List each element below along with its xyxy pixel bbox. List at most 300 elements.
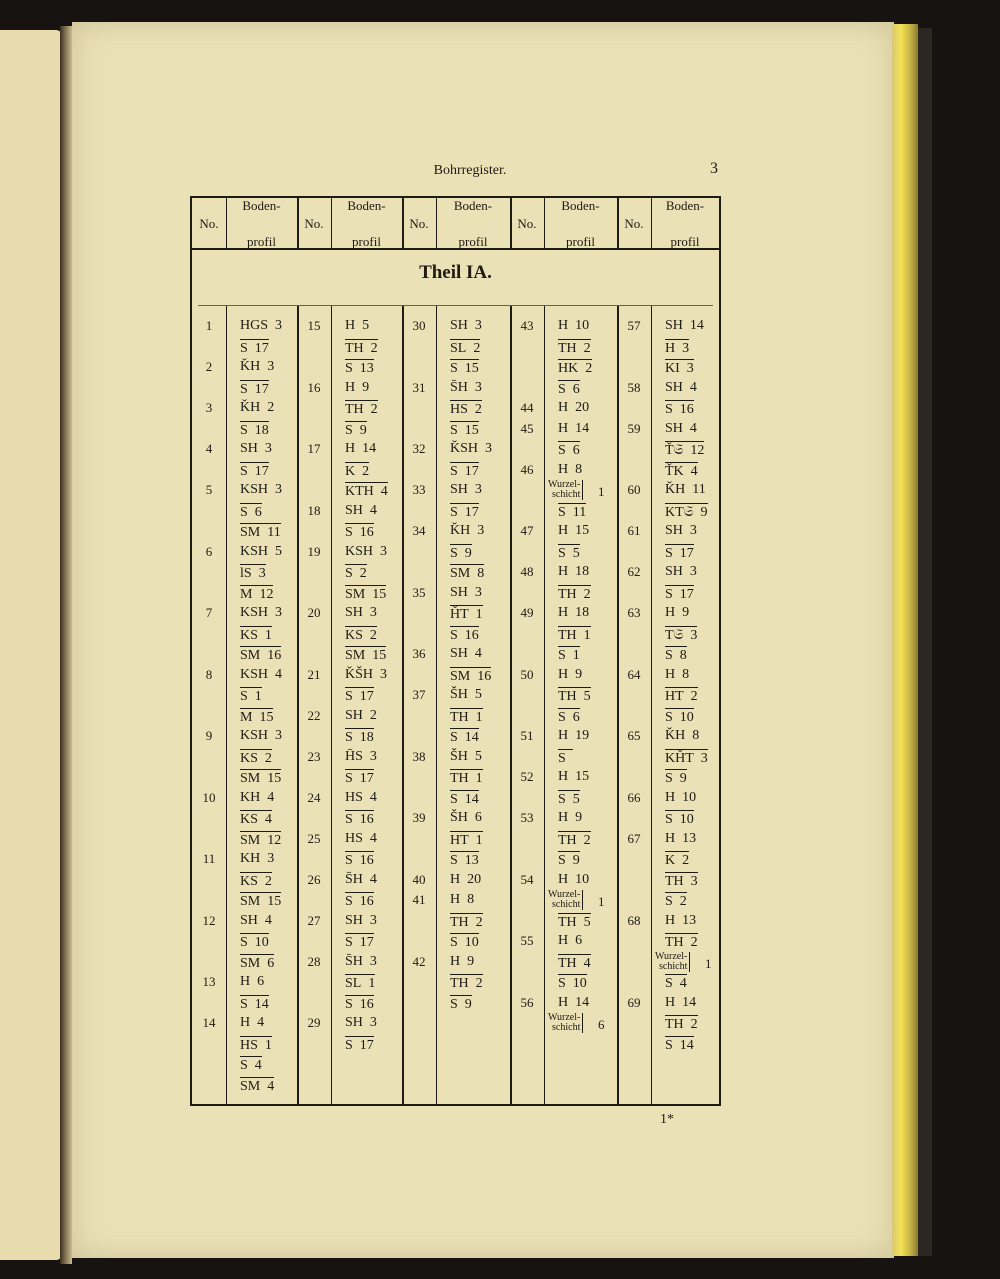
layer-thickness: 20 xyxy=(575,400,590,415)
layer-symbol: SH xyxy=(665,379,683,395)
layer-thickness: 4 xyxy=(275,666,283,682)
layer-symbol: lS xyxy=(240,566,252,581)
soil-layer xyxy=(665,749,708,767)
layer-thickness: 3 xyxy=(474,318,482,333)
soil-layer xyxy=(345,728,374,746)
layer-symbol: HT xyxy=(665,689,684,704)
layer-thickness: 12 xyxy=(690,443,705,458)
layer-thickness: 4 xyxy=(689,420,697,436)
soil-layer xyxy=(450,400,482,418)
row-number: 29 xyxy=(307,1015,321,1030)
layer-symbol: H xyxy=(240,1015,251,1030)
soil-layer xyxy=(240,728,282,744)
layer-thickness: 2 xyxy=(264,873,272,889)
row-number: 21 xyxy=(307,666,321,682)
layer-thickness: 3 xyxy=(689,564,697,579)
layer-thickness: 10 xyxy=(572,976,587,991)
wurzelschicht-text: schicht xyxy=(552,1022,581,1033)
row-number: 18 xyxy=(307,502,321,518)
no-divider xyxy=(436,306,437,1104)
soil-layer xyxy=(558,359,592,377)
soil-layer xyxy=(558,954,591,972)
row-number: 22 xyxy=(307,707,321,723)
header-profile-line: profil xyxy=(670,234,700,249)
layer-symbol: ǨH xyxy=(665,482,686,497)
soil-layer xyxy=(345,482,388,500)
layer-symbol: S xyxy=(345,996,353,1012)
row-number: 55 xyxy=(520,933,534,948)
soil-layer xyxy=(558,564,589,580)
layer-symbol: S xyxy=(558,976,566,991)
soil-layer xyxy=(665,544,694,562)
soil-layer xyxy=(665,380,697,396)
soil-layer xyxy=(240,339,269,357)
soil-layer xyxy=(345,1036,374,1054)
layer-thickness: 2 xyxy=(473,340,481,356)
layer-symbol: KT𝔖 xyxy=(665,504,694,520)
layer-thickness: 2 xyxy=(474,402,482,417)
layer-thickness: 2 xyxy=(690,1017,698,1032)
group-divider xyxy=(297,198,299,250)
row-number: 4 xyxy=(205,441,213,456)
soil-layer xyxy=(665,708,694,726)
layer-thickness: 6 xyxy=(257,974,265,989)
layer-thickness: 10 xyxy=(575,318,590,333)
layer-thickness: 4 xyxy=(257,1015,265,1030)
layer-thickness: 14 xyxy=(254,996,269,1012)
soil-layer xyxy=(345,913,377,929)
layer-symbol: H xyxy=(558,933,569,948)
layer-symbol: H xyxy=(665,912,676,928)
layer-thickness: 2 xyxy=(583,586,591,602)
layer-symbol: ǨH xyxy=(240,400,261,415)
layer-symbol: H xyxy=(665,340,676,356)
layer-symbol: S xyxy=(240,1058,248,1073)
soil-layer xyxy=(450,667,491,685)
layer-thickness: 13 xyxy=(359,361,374,376)
soil-layer xyxy=(240,687,262,705)
layer-thickness: 5 xyxy=(275,543,283,559)
soil-layer xyxy=(665,810,694,828)
layer-thickness: 5 xyxy=(474,748,482,764)
layer-thickness: 13 xyxy=(464,853,479,868)
soil-layer xyxy=(558,933,582,949)
soil-layer xyxy=(345,503,377,519)
header-no: No. xyxy=(624,216,644,231)
soil-layer xyxy=(558,318,589,334)
layer-symbol: T𝔖 xyxy=(665,627,684,643)
layer-thickness: 10 xyxy=(464,935,479,950)
soil-layer xyxy=(240,1056,262,1074)
wurzelschicht-label xyxy=(655,952,690,972)
layer-thickness: 17 xyxy=(464,504,479,520)
soil-layer xyxy=(450,462,479,480)
layer-symbol: H xyxy=(558,318,569,333)
layer-symbol: SH xyxy=(345,707,363,723)
layer-symbol: S xyxy=(450,996,458,1012)
layer-thickness: 3 xyxy=(477,523,485,538)
layer-symbol: SH xyxy=(665,523,683,538)
layer-symbol: TH xyxy=(558,586,577,602)
row-number: 45 xyxy=(520,420,534,436)
layer-thickness: 3 xyxy=(474,584,482,600)
layer-symbol: KSH xyxy=(240,666,269,682)
wurzelschicht-text: Wurzel- xyxy=(655,950,688,962)
soil-layer xyxy=(450,933,479,951)
soil-layer xyxy=(345,564,367,582)
layer-symbol: TH xyxy=(450,771,469,786)
layer-thickness: 2 xyxy=(585,361,593,376)
row-number: 68 xyxy=(627,912,641,928)
soil-layer xyxy=(558,462,582,478)
soil-layer xyxy=(345,810,374,828)
layer-thickness: 16 xyxy=(359,996,374,1012)
row-number: 46 xyxy=(520,461,534,477)
soil-layer xyxy=(450,974,483,992)
layer-symbol: KSH xyxy=(240,543,269,559)
layer-thickness: 1 xyxy=(264,627,272,643)
soil-layer xyxy=(558,790,580,808)
row-number: 51 xyxy=(520,728,534,743)
soil-layer xyxy=(240,749,272,767)
layer-thickness: 17 xyxy=(254,463,269,479)
row-number: 32 xyxy=(412,441,426,456)
layer-symbol: SH xyxy=(345,1015,363,1030)
layer-symbol: SL xyxy=(345,976,362,991)
layer-thickness: 16 xyxy=(679,402,694,417)
layer-thickness: 4 xyxy=(267,789,275,805)
layer-thickness: 11 xyxy=(572,504,587,520)
layer-symbol: S xyxy=(558,648,566,663)
layer-symbol: S xyxy=(345,1037,353,1053)
layer-thickness: 14 xyxy=(575,420,590,436)
layer-thickness: 1 xyxy=(475,709,483,725)
row-number: 50 xyxy=(520,666,534,682)
soil-layer xyxy=(450,851,479,869)
layer-symbol: S xyxy=(345,361,353,376)
layer-symbol: SH xyxy=(450,318,468,333)
layer-symbol: S xyxy=(558,853,566,868)
group-divider xyxy=(402,198,404,250)
layer-thickness: 3 xyxy=(690,627,698,643)
row-number: 27 xyxy=(307,912,321,928)
layer-symbol: S xyxy=(345,730,353,745)
page-number: 3 xyxy=(710,160,718,177)
row-number: 60 xyxy=(627,482,641,497)
layer-thickness: 15 xyxy=(464,422,479,438)
layer-symbol: Ť𝔖 xyxy=(665,443,684,458)
soil-layer xyxy=(558,605,589,621)
row-number: 48 xyxy=(520,564,534,579)
soil-layer xyxy=(240,421,269,439)
soil-layer xyxy=(558,421,589,437)
layer-thickness: 8 xyxy=(692,728,700,743)
layer-thickness: 1 xyxy=(572,648,580,663)
soil-layer xyxy=(665,933,698,951)
layer-thickness: 19 xyxy=(575,728,590,743)
soil-layer xyxy=(240,400,274,416)
soil-layer xyxy=(450,954,474,970)
soil-layer xyxy=(450,585,482,601)
layer-symbol: S xyxy=(345,853,353,868)
soil-layer xyxy=(450,810,482,826)
row-number: 14 xyxy=(202,1015,216,1030)
soil-layer xyxy=(450,441,492,457)
row-number: 66 xyxy=(627,789,641,805)
soil-layer xyxy=(558,749,573,767)
soil-layer xyxy=(665,831,696,847)
layer-thickness: 3 xyxy=(267,359,275,374)
table-header xyxy=(192,198,719,250)
soil-layer xyxy=(240,708,273,726)
layer-thickness: 1 xyxy=(583,627,591,643)
layer-symbol: TH xyxy=(558,914,577,930)
layer-symbol: H xyxy=(558,564,569,579)
no-divider xyxy=(436,198,437,250)
layer-symbol: S xyxy=(450,791,458,807)
layer-thickness: 18 xyxy=(575,564,590,579)
layer-thickness: 3 xyxy=(275,318,283,333)
layer-thickness: 2 xyxy=(362,463,370,479)
soil-layer xyxy=(450,892,474,908)
layer-thickness: 16 xyxy=(359,853,374,868)
row-number: 11 xyxy=(202,851,216,866)
layer-thickness: 11 xyxy=(267,525,281,540)
row-number: 1 xyxy=(205,318,213,333)
soil-layer xyxy=(345,667,387,683)
layer-symbol: H xyxy=(240,974,251,989)
soil-layer xyxy=(345,605,377,621)
layer-symbol: S xyxy=(345,812,353,827)
row-number: 30 xyxy=(412,318,426,333)
row-number: 57 xyxy=(627,318,641,333)
layer-symbol: S xyxy=(665,648,673,663)
soil-layer xyxy=(450,831,483,849)
layer-symbol: H xyxy=(345,441,356,456)
section-rule xyxy=(198,305,713,306)
layer-thickness: 15 xyxy=(575,769,590,784)
layer-thickness: 8 xyxy=(679,648,687,663)
layer-symbol: SH xyxy=(665,318,683,333)
layer-symbol: SM xyxy=(450,668,471,684)
layer-thickness: 9 xyxy=(679,771,687,786)
layer-thickness: 4 xyxy=(474,646,482,661)
soil-layer xyxy=(665,790,696,806)
layer-thickness: 5 xyxy=(474,687,482,702)
soil-layer xyxy=(558,872,589,888)
layer-symbol: ǨH xyxy=(665,728,686,743)
layer-symbol: S xyxy=(665,771,673,786)
layer-thickness: 10 xyxy=(679,812,694,827)
layer-symbol: H xyxy=(665,994,676,1010)
layer-symbol: TH xyxy=(558,689,577,704)
layer-symbol: S xyxy=(558,545,566,561)
layer-symbol: HGS xyxy=(240,318,269,333)
layer-symbol: S xyxy=(240,504,248,520)
layer-symbol: S xyxy=(450,463,458,479)
layer-thickness: 16 xyxy=(477,668,492,684)
layer-thickness: 2 xyxy=(267,400,275,415)
layer-symbol: ǨSH xyxy=(450,441,479,456)
soil-layer xyxy=(345,646,386,664)
layer-symbol: KS xyxy=(345,627,363,643)
header-profile-line: profil xyxy=(352,234,381,249)
row-number: 6 xyxy=(205,543,213,559)
soil-layer xyxy=(665,339,689,357)
row-number: 42 xyxy=(412,953,426,969)
row-number: 9 xyxy=(205,728,213,743)
soil-layer xyxy=(240,1077,274,1095)
layer-symbol: SM xyxy=(240,955,261,971)
row-number: 67 xyxy=(627,830,641,846)
soil-layer xyxy=(665,769,687,787)
layer-thickness: 2 xyxy=(583,832,591,848)
layer-thickness: 1 xyxy=(368,976,376,991)
soil-layer xyxy=(665,503,708,521)
layer-thickness: 3 xyxy=(369,1015,377,1030)
soil-layer xyxy=(558,441,580,459)
soil-layer xyxy=(665,995,696,1011)
layer-symbol: TH xyxy=(665,1017,684,1032)
layer-symbol: KTH xyxy=(345,484,374,499)
no-divider xyxy=(544,198,545,250)
soil-layer xyxy=(558,380,580,398)
row-number: 54 xyxy=(520,871,534,887)
layer-thickness: 2 xyxy=(690,935,698,950)
layer-thickness: 16 xyxy=(464,627,479,643)
layer-symbol: H xyxy=(558,523,569,538)
layer-thickness: 16 xyxy=(359,525,374,540)
header-profile xyxy=(651,198,719,250)
soil-layer xyxy=(345,790,377,806)
layer-symbol: S xyxy=(665,709,673,725)
layer-thickness: 2 xyxy=(583,340,591,356)
layer-thickness: 2 xyxy=(475,976,483,991)
layer-symbol: H xyxy=(558,728,569,743)
layer-thickness: 6 xyxy=(474,810,482,825)
row-number: 33 xyxy=(412,482,426,497)
row-number: 36 xyxy=(412,646,426,661)
layer-thickness: 16 xyxy=(267,648,282,663)
soil-layer xyxy=(345,441,376,457)
header-no: No. xyxy=(517,216,537,231)
no-divider xyxy=(226,198,227,250)
layer-symbol: TH xyxy=(558,627,577,643)
layer-symbol: H xyxy=(558,666,569,682)
layer-symbol: HT xyxy=(450,832,469,848)
layer-symbol: S xyxy=(558,443,566,458)
layer-symbol: S xyxy=(345,566,353,581)
soil-layer xyxy=(665,667,689,683)
layer-symbol: ǨŠH xyxy=(345,666,374,682)
layer-thickness: 4 xyxy=(369,830,377,846)
layer-symbol: TH xyxy=(345,340,364,356)
soil-layer xyxy=(450,523,484,539)
row-number: 35 xyxy=(412,584,426,600)
layer-symbol: SH xyxy=(345,912,363,928)
header-no: No. xyxy=(304,216,324,231)
soil-layer xyxy=(450,482,482,498)
layer-thickness: 3 xyxy=(369,912,377,928)
soil-layer xyxy=(345,892,374,910)
layer-symbol: TH xyxy=(558,340,577,356)
layer-symbol: S xyxy=(345,689,353,704)
layer-thickness: 2 xyxy=(682,853,690,868)
row-number: 2 xyxy=(205,359,213,374)
soil-layer xyxy=(240,523,281,541)
soil-layer xyxy=(240,359,274,375)
layer-thickness: 17 xyxy=(254,340,269,356)
layer-thickness: 5 xyxy=(572,545,580,561)
soil-layer xyxy=(558,626,591,644)
soil-layer xyxy=(345,523,374,541)
row-number: 38 xyxy=(412,748,426,764)
layer-thickness: 18 xyxy=(254,422,269,438)
soil-layer xyxy=(450,769,483,787)
soil-layer xyxy=(240,769,281,787)
layer-thickness: 8 xyxy=(477,566,485,581)
layer-thickness: 17 xyxy=(359,771,374,786)
layer-thickness: 5 xyxy=(362,318,370,333)
soil-layer xyxy=(665,728,699,744)
soil-layer xyxy=(345,769,374,787)
soil-layer xyxy=(450,318,482,334)
layer-thickness: 3 xyxy=(267,851,275,866)
layer-symbol: KH xyxy=(240,789,261,805)
layer-symbol: SH xyxy=(345,605,363,620)
soil-layer xyxy=(558,523,589,539)
soil-layer xyxy=(450,626,479,644)
soil-layer xyxy=(450,605,483,623)
soil-layer xyxy=(240,544,282,560)
layer-thickness: 3 xyxy=(690,873,698,889)
row-number: 23 xyxy=(307,748,321,764)
layer-symbol: ǨH xyxy=(240,359,261,374)
layer-symbol: H xyxy=(558,420,569,436)
soil-layer xyxy=(345,1015,377,1031)
row-number: 26 xyxy=(307,871,321,887)
layer-thickness: 9 xyxy=(575,810,583,825)
layer-thickness: 1 xyxy=(264,1037,272,1053)
layer-thickness: 15 xyxy=(267,894,282,909)
layer-symbol: KS xyxy=(240,627,258,643)
soil-layer xyxy=(345,400,378,418)
soil-layer xyxy=(450,380,482,396)
layer-thickness: 12 xyxy=(267,832,282,848)
soil-layer xyxy=(240,482,282,498)
layer-symbol: S xyxy=(240,340,248,356)
layer-thickness: 14 xyxy=(682,994,697,1010)
layer-symbol: SM xyxy=(240,832,261,848)
header-profile-line: Boden- xyxy=(665,198,705,213)
layer-thickness: 1 xyxy=(705,955,712,971)
row-number: 37 xyxy=(412,687,426,702)
left-page xyxy=(0,30,62,1260)
layer-symbol: S xyxy=(558,709,566,725)
layer-symbol: M xyxy=(240,586,253,602)
row-number: 17 xyxy=(307,441,321,456)
section-title: Theil IA. xyxy=(419,262,492,283)
no-divider xyxy=(651,198,652,250)
row-number: 25 xyxy=(307,830,321,846)
layer-symbol: S xyxy=(450,730,458,745)
layer-thickness: 15 xyxy=(372,648,387,663)
wurzelschicht-text: Wurzel- xyxy=(548,889,581,900)
layer-symbol: TH xyxy=(450,709,469,725)
wurzelschicht-text: Wurzel- xyxy=(548,1012,581,1023)
soil-layer xyxy=(558,687,591,705)
layer-symbol: TH xyxy=(558,955,577,971)
